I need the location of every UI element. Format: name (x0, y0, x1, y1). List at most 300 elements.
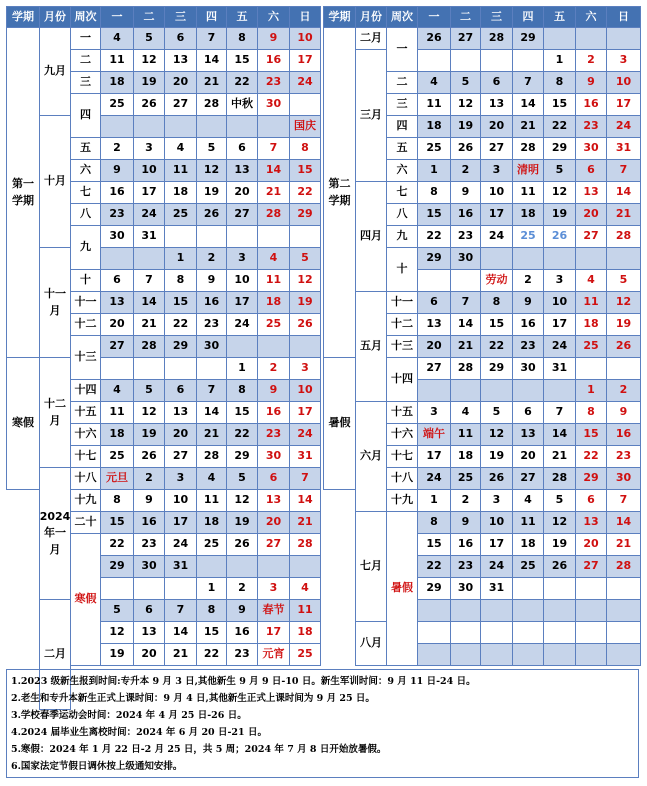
day-cell: 30 (196, 335, 227, 358)
week-number: 七 (70, 181, 101, 204)
day-cell: 19 (543, 533, 576, 556)
day-cell: 5 (133, 379, 165, 402)
day-cell: 7 (606, 159, 641, 182)
day-cell: 17 (289, 49, 321, 72)
day-cell: 5 (226, 467, 258, 490)
day-cell (196, 357, 227, 380)
day-cell: 11 (257, 269, 290, 292)
day-cell: 4 (100, 27, 134, 50)
day-cell (606, 577, 641, 600)
day-cell: 6 (480, 71, 513, 94)
day-cell: 24 (606, 115, 641, 138)
day-cell: 30 (450, 247, 481, 270)
day-cell: 20 (164, 423, 197, 446)
day-cell: 17 (480, 203, 513, 226)
day-cell: 15 (164, 291, 197, 314)
day-cell: 21 (196, 71, 227, 94)
day-cell (196, 225, 227, 248)
week-number: 六 (70, 159, 101, 182)
day-cell: 12 (100, 621, 134, 644)
day-cell: 1 (196, 577, 227, 600)
day-cell (226, 555, 258, 578)
day-cell: 20 (575, 533, 607, 556)
note-5: 5.寒假：2024 年 1 月 22 日-2 月 25 日，共 5 周；2024 年 7 月 8 日开始放暑假。 (11, 744, 387, 755)
header-day: 二 (450, 6, 481, 28)
vacation-label: 暑假 (386, 511, 418, 666)
day-cell (575, 27, 607, 50)
day-cell: 15 (100, 511, 134, 534)
day-cell: 18 (512, 203, 544, 226)
day-cell (164, 577, 197, 600)
day-cell: 16 (100, 181, 134, 204)
week-number: 十三 (386, 335, 418, 358)
day-cell: 31 (164, 555, 197, 578)
month-label: 六月 (355, 401, 387, 512)
day-cell: 20 (226, 181, 258, 204)
day-cell: 16 (226, 621, 258, 644)
header-day: 日 (289, 6, 321, 28)
day-cell (480, 621, 513, 644)
day-cell: 14 (450, 313, 481, 336)
week-number: 六 (386, 159, 418, 182)
day-cell (543, 577, 576, 600)
header-day: 日 (606, 6, 641, 28)
header-day: 二 (133, 6, 165, 28)
week-number: 三 (386, 93, 418, 116)
day-cell: 11 (100, 49, 134, 72)
day-cell: 31 (133, 225, 165, 248)
day-cell (417, 269, 451, 292)
day-cell: 25 (450, 467, 481, 490)
day-cell: 20 (164, 71, 197, 94)
day-cell: 3 (226, 247, 258, 270)
day-cell: 10 (480, 511, 513, 534)
day-cell: 29 (575, 467, 607, 490)
month-label: 二月 (39, 599, 71, 710)
day-cell: 1 (543, 49, 576, 72)
term-label: 第二学期 (323, 27, 356, 358)
day-cell: 8 (543, 71, 576, 94)
day-cell: 15 (575, 423, 607, 446)
day-cell: 28 (512, 137, 544, 160)
day-cell: 22 (480, 335, 513, 358)
day-cell: 4 (512, 489, 544, 512)
day-cell: 17 (480, 533, 513, 556)
day-cell: 14 (196, 401, 227, 424)
day-cell: 8 (226, 379, 258, 402)
day-cell (450, 269, 481, 292)
day-cell: 16 (196, 291, 227, 314)
day-cell (417, 599, 451, 622)
day-cell: 23 (226, 643, 258, 666)
day-cell (606, 357, 641, 380)
day-cell: 13 (575, 511, 607, 534)
month-label: 八月 (355, 621, 387, 666)
day-cell (575, 577, 607, 600)
day-cell: 31 (289, 445, 321, 468)
day-cell: 1 (575, 379, 607, 402)
day-cell (100, 247, 134, 270)
day-cell: 21 (133, 313, 165, 336)
day-cell: 9 (100, 159, 134, 182)
day-cell: 4 (575, 269, 607, 292)
day-cell: 12 (196, 159, 227, 182)
day-cell: 25 (512, 225, 544, 248)
month-label: 十一月 (39, 247, 71, 358)
day-cell: 4 (450, 401, 481, 424)
day-cell: 10 (480, 181, 513, 204)
day-cell: 7 (196, 27, 227, 50)
day-cell: 20 (100, 313, 134, 336)
week-number: 二 (70, 49, 101, 72)
day-cell: 18 (289, 621, 321, 644)
day-cell: 7 (196, 379, 227, 402)
day-cell (480, 599, 513, 622)
note-6: 6.国家法定节假日调休按上级通知安排。 (11, 761, 183, 772)
day-cell: 23 (606, 445, 641, 468)
header-day: 五 (543, 6, 576, 28)
day-cell (417, 379, 451, 402)
day-cell: 22 (164, 313, 197, 336)
day-cell: 2 (226, 577, 258, 600)
day-cell: 29 (417, 577, 451, 600)
day-cell: 12 (480, 423, 513, 446)
day-cell: 22 (417, 555, 451, 578)
day-cell: 29 (512, 27, 544, 50)
day-cell: 21 (289, 511, 321, 534)
day-cell: 6 (164, 27, 197, 50)
day-cell: 10 (164, 489, 197, 512)
day-cell (450, 49, 481, 72)
day-cell (512, 599, 544, 622)
week-number: 三 (70, 71, 101, 94)
day-cell: 14 (257, 159, 290, 182)
day-cell (196, 115, 227, 138)
week-number: 十六 (386, 423, 418, 446)
day-cell: 4 (417, 71, 451, 94)
day-cell: 13 (480, 93, 513, 116)
day-cell (606, 599, 641, 622)
week-number: 八 (70, 203, 101, 226)
day-cell: 7 (257, 137, 290, 160)
day-cell: 25 (257, 313, 290, 336)
day-cell: 4 (289, 577, 321, 600)
day-cell: 清明 (512, 159, 544, 182)
day-cell: 中秋 (226, 93, 258, 116)
day-cell: 6 (100, 269, 134, 292)
day-cell (417, 643, 451, 666)
day-cell: 20 (575, 203, 607, 226)
day-cell: 1 (417, 159, 451, 182)
day-cell (543, 621, 576, 644)
day-cell: 18 (257, 291, 290, 314)
month-label: 三月 (355, 49, 387, 182)
day-cell: 25 (164, 203, 197, 226)
day-cell: 5 (543, 489, 576, 512)
day-cell: 15 (226, 401, 258, 424)
day-cell: 24 (480, 225, 513, 248)
day-cell: 8 (417, 181, 451, 204)
day-cell: 劳动 (480, 269, 513, 292)
day-cell (289, 225, 321, 248)
day-cell (450, 643, 481, 666)
day-cell: 26 (226, 533, 258, 556)
day-cell: 25 (575, 335, 607, 358)
day-cell (450, 621, 481, 644)
day-cell: 15 (289, 159, 321, 182)
day-cell: 9 (257, 379, 290, 402)
day-cell (164, 357, 197, 380)
term-label: 第一学期 (6, 27, 40, 358)
note-2: 2.老生和专升本新生正式上课时间：9 月 4 日,其他新生正式上课时间为 9 月 25 日。 (11, 693, 375, 704)
day-cell: 9 (257, 27, 290, 50)
day-cell (164, 115, 197, 138)
day-cell (543, 247, 576, 270)
week-number: 十五 (70, 401, 101, 424)
month-label: 五月 (355, 291, 387, 402)
day-cell: 13 (164, 49, 197, 72)
day-cell: 13 (226, 159, 258, 182)
day-cell (164, 225, 197, 248)
day-cell (512, 247, 544, 270)
day-cell: 5 (100, 599, 134, 622)
day-cell (543, 599, 576, 622)
day-cell: 16 (512, 313, 544, 336)
day-cell: 17 (133, 181, 165, 204)
day-cell: 5 (480, 401, 513, 424)
day-cell (196, 555, 227, 578)
day-cell: 3 (133, 137, 165, 160)
day-cell: 7 (133, 269, 165, 292)
note-3: 3.学校春季运动会时间：2024 年 4 月 25 日-26 日。 (11, 710, 247, 721)
day-cell (512, 643, 544, 666)
day-cell: 25 (417, 137, 451, 160)
day-cell: 24 (226, 313, 258, 336)
day-cell: 29 (417, 247, 451, 270)
day-cell: 11 (196, 489, 227, 512)
week-number: 四 (70, 93, 101, 138)
day-cell (226, 225, 258, 248)
day-cell: 6 (575, 159, 607, 182)
day-cell: 23 (196, 313, 227, 336)
day-cell: 28 (196, 445, 227, 468)
day-cell: 16 (257, 49, 290, 72)
day-cell: 27 (257, 533, 290, 556)
day-cell: 30 (257, 445, 290, 468)
day-cell: 23 (512, 335, 544, 358)
week-number: 一 (70, 27, 101, 50)
week-number: 五 (70, 137, 101, 160)
day-cell: 28 (606, 555, 641, 578)
day-cell: 27 (575, 225, 607, 248)
day-cell: 4 (257, 247, 290, 270)
day-cell: 16 (450, 203, 481, 226)
day-cell: 6 (257, 467, 290, 490)
week-number: 十五 (386, 401, 418, 424)
note-4: 4.2024 届毕业生离校时间：2024 年 6 月 20 日-21 日。 (11, 727, 267, 738)
day-cell: 2 (257, 357, 290, 380)
day-cell: 9 (575, 71, 607, 94)
day-cell: 13 (100, 291, 134, 314)
day-cell: 28 (257, 203, 290, 226)
day-cell: 14 (606, 511, 641, 534)
day-cell: 春节 (257, 599, 290, 622)
day-cell (606, 27, 641, 50)
day-cell: 1 (226, 357, 258, 380)
week-number: 十九 (386, 489, 418, 512)
day-cell: 2 (100, 137, 134, 160)
day-cell: 10 (543, 291, 576, 314)
week-number: 十二 (386, 313, 418, 336)
day-cell: 9 (512, 291, 544, 314)
day-cell: 30 (606, 467, 641, 490)
day-cell: 18 (512, 533, 544, 556)
day-cell (100, 115, 134, 138)
day-cell: 12 (450, 93, 481, 116)
day-cell: 21 (196, 423, 227, 446)
day-cell: 27 (480, 137, 513, 160)
day-cell: 18 (575, 313, 607, 336)
day-cell: 7 (164, 599, 197, 622)
day-cell (512, 379, 544, 402)
day-cell (133, 577, 165, 600)
week-number: 四 (386, 115, 418, 138)
month-label: 十二月 (39, 357, 71, 468)
day-cell: 5 (196, 137, 227, 160)
day-cell: 16 (450, 533, 481, 556)
day-cell: 4 (164, 137, 197, 160)
day-cell (480, 49, 513, 72)
day-cell: 6 (164, 379, 197, 402)
day-cell: 12 (133, 401, 165, 424)
day-cell: 11 (512, 181, 544, 204)
day-cell (226, 335, 258, 358)
day-cell: 13 (133, 621, 165, 644)
week-number: 十四 (70, 379, 101, 402)
day-cell: 10 (289, 379, 321, 402)
week-number: 八 (386, 203, 418, 226)
day-cell: 29 (480, 357, 513, 380)
day-cell: 28 (450, 357, 481, 380)
day-cell: 17 (606, 93, 641, 116)
day-cell: 15 (480, 313, 513, 336)
day-cell (512, 577, 544, 600)
day-cell (575, 643, 607, 666)
day-cell: 5 (606, 269, 641, 292)
header-day: 一 (417, 6, 451, 28)
day-cell: 9 (133, 489, 165, 512)
day-cell: 23 (133, 533, 165, 556)
day-cell: 8 (417, 511, 451, 534)
day-cell: 27 (417, 357, 451, 380)
week-number: 一 (386, 27, 418, 72)
day-cell: 30 (450, 577, 481, 600)
day-cell: 15 (417, 533, 451, 556)
day-cell: 27 (164, 93, 197, 116)
header-day: 五 (226, 6, 258, 28)
day-cell (417, 49, 451, 72)
day-cell: 9 (606, 401, 641, 424)
header-day: 六 (257, 6, 290, 28)
day-cell: 2 (450, 489, 481, 512)
day-cell: 12 (606, 291, 641, 314)
day-cell: 13 (417, 313, 451, 336)
week-number: 九 (70, 225, 101, 270)
day-cell: 8 (226, 27, 258, 50)
day-cell: 2 (575, 49, 607, 72)
day-cell: 21 (606, 203, 641, 226)
header-day: 一 (100, 6, 134, 28)
day-cell: 23 (450, 225, 481, 248)
day-cell (133, 247, 165, 270)
day-cell: 19 (289, 291, 321, 314)
day-cell: 17 (164, 511, 197, 534)
day-cell (226, 115, 258, 138)
day-cell: 14 (543, 423, 576, 446)
day-cell: 2 (196, 247, 227, 270)
day-cell: 22 (575, 445, 607, 468)
day-cell: 15 (196, 621, 227, 644)
day-cell: 31 (480, 577, 513, 600)
header-week: 周次 (70, 6, 101, 28)
day-cell: 27 (512, 467, 544, 490)
week-number: 九 (386, 225, 418, 248)
day-cell: 22 (226, 71, 258, 94)
day-cell: 14 (512, 93, 544, 116)
day-cell: 5 (543, 159, 576, 182)
day-cell: 19 (100, 643, 134, 666)
day-cell: 7 (543, 401, 576, 424)
month-label: 十月 (39, 115, 71, 248)
day-cell: 3 (480, 489, 513, 512)
day-cell (100, 357, 134, 380)
day-cell: 11 (512, 511, 544, 534)
day-cell: 9 (450, 181, 481, 204)
day-cell (575, 599, 607, 622)
day-cell: 16 (257, 401, 290, 424)
day-cell: 29 (100, 555, 134, 578)
day-cell: 30 (257, 93, 290, 116)
day-cell: 5 (289, 247, 321, 270)
day-cell: 26 (543, 555, 576, 578)
day-cell: 3 (164, 467, 197, 490)
day-cell: 8 (289, 137, 321, 160)
day-cell: 23 (575, 115, 607, 138)
day-cell: 7 (512, 71, 544, 94)
day-cell: 元宵 (257, 643, 290, 666)
day-cell: 27 (164, 445, 197, 468)
day-cell: 26 (417, 27, 451, 50)
day-cell: 8 (196, 599, 227, 622)
day-cell: 6 (575, 489, 607, 512)
day-cell: 13 (164, 401, 197, 424)
day-cell: 29 (226, 445, 258, 468)
week-number: 五 (386, 137, 418, 160)
term-label: 寒假 (6, 357, 40, 490)
week-number: 二 (386, 71, 418, 94)
day-cell: 28 (133, 335, 165, 358)
day-cell: 29 (164, 335, 197, 358)
day-cell: 11 (575, 291, 607, 314)
day-cell (417, 621, 451, 644)
day-cell: 18 (196, 511, 227, 534)
day-cell: 国庆 (289, 115, 321, 138)
day-cell: 12 (543, 511, 576, 534)
day-cell: 10 (606, 71, 641, 94)
day-cell: 22 (196, 643, 227, 666)
day-cell (575, 621, 607, 644)
day-cell (289, 93, 321, 116)
